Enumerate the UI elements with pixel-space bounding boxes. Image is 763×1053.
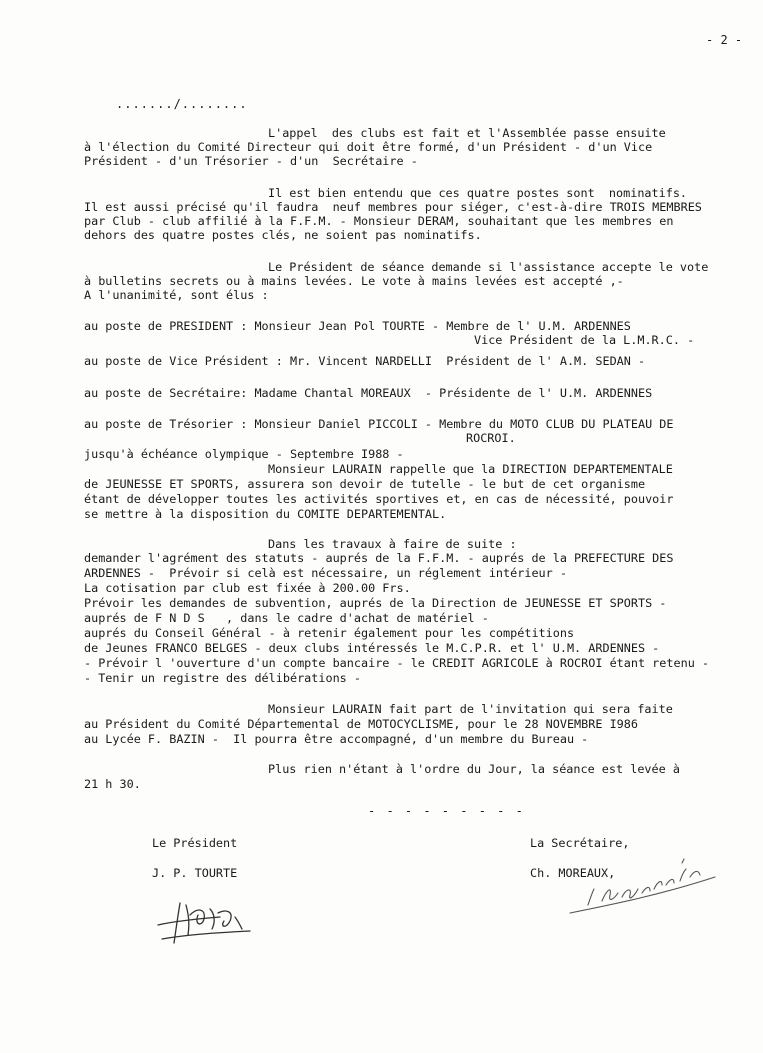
text-line: de Jeunes FRANCO BELGES - deux clubs intéressés le M.C.P.R. et l' U.M. ARDENNES - <box>84 641 660 655</box>
text-line: au poste de Vice Président : Mr. Vincent NARDELLI Président de l' A.M. SEDAN - <box>84 354 646 368</box>
text-line: Il est aussi précisé qu'il faudra neuf membres pour siéger, c'est-à-dire TROIS MEMBRES <box>84 200 702 214</box>
handwritten-signature-secretary <box>550 855 725 925</box>
text-line: La cotisation par club est fixée à 200.00 Frs. <box>84 581 411 595</box>
signature-left-name: J. P. TOURTE <box>152 866 238 880</box>
text-line: L'appel des clubs est fait et l'Assemblée passe ensuite <box>268 126 666 140</box>
text-line: Monsieur LAURAIN rappelle que la DIRECTION DEPARTEMENTALE <box>268 462 673 476</box>
text-line: Plus rien n'étant à l'ordre du Jour, la séance est levée à <box>268 762 680 776</box>
text-line: Le Président de séance demande si l'assistance accepte le vote <box>268 260 709 274</box>
text-line: au Lycée F. BAZIN - Il pourra être accompagné, d'un membre du Bureau - <box>84 732 589 746</box>
text-line: au Président du Comité Départemental de MOTOCYCLISME, pour le 28 NOVEMBRE I986 <box>84 717 638 731</box>
text-line: Monsieur LAURAIN fait part de l'invitation qui sera faite <box>268 702 673 716</box>
text-line: Prévoir les demandes de subvention, auprés de la Direction de JEUNESSE ET SPORTS - <box>84 596 667 610</box>
signature-right-title: La Secrétaire, <box>530 836 630 850</box>
text-line: auprés de F N D S , dans le cadre d'achat de matériel - <box>84 611 489 625</box>
text-line: étant de développer toutes les activités sportives et, en cas de nécessité, pouvoir <box>84 492 674 506</box>
text-line: au poste de PRESIDENT : Monsieur Jean Pol TOURTE - Membre de l' U.M. ARDENNES <box>84 319 631 333</box>
text-line: dehors des quatre postes clés, ne soient pas nominatifs. <box>84 228 482 242</box>
text-line: A l'unanimité, sont élus : <box>84 288 269 302</box>
text-line: Il est bien entendu que ces quatre postes sont nominatifs. <box>268 186 688 200</box>
text-line: jusqu'à échéance olympique - Septembre I988 - <box>84 447 404 461</box>
signature-right-name: Ch. MOREAUX, <box>530 866 616 880</box>
signature-left-title: Le Président <box>152 836 238 850</box>
text-line: Président - d'un Trésorier - d'un Secrétaire - <box>84 154 418 168</box>
text-line: 21 h 30. <box>84 777 141 791</box>
continuation-marker: ......./........ <box>116 97 248 111</box>
text-line: Vice Président de la L.M.R.C. - <box>474 333 695 347</box>
text-line: au poste de Secrétaire: Madame Chantal MOREAUX - Présidente de l' U.M. ARDENNES <box>84 386 653 400</box>
text-line: auprés du Conseil Général - à retenir également pour les compétitions <box>84 626 575 640</box>
section-separator: - - - - - - - - - <box>368 804 525 818</box>
text-line: de JEUNESSE ET SPORTS, assurera son devoir de tutelle - le but de cet organisme <box>84 477 646 491</box>
text-line: par Club - club affilié à la F.F.M. - Monsieur DERAM, souhaitant que les membres en <box>84 214 674 228</box>
text-line: demander l'agrément des statuts - auprés de la F.F.M. - auprés de la PREFECTURE DES <box>84 551 674 565</box>
text-line: ROCROI. <box>466 431 516 445</box>
text-line: à bulletins secrets ou à mains levées. Le vote à mains levées est accepté ,- <box>84 274 624 288</box>
handwritten-signature-president <box>150 895 260 950</box>
text-line: à l'élection du Comité Directeur qui doit être formé, d'un Président - d'un Vice <box>84 140 653 154</box>
text-line: se mettre à la disposition du COMITE DEPARTEMENTAL. <box>84 507 447 521</box>
text-line: ARDENNES - Prévoir si celà est nécessaire, un réglement intérieur - <box>84 566 567 580</box>
page-number: - 2 - <box>706 33 743 47</box>
text-line: - Tenir un registre des délibérations - <box>84 671 361 685</box>
text-line: Dans les travaux à faire de suite : <box>268 537 517 551</box>
text-line: au poste de Trésorier : Monsieur Daniel PICCOLI - Membre du MOTO CLUB DU PLATEAU DE <box>84 417 674 431</box>
text-line: - Prévoir l 'ouverture d'un compte bancaire - le CREDIT AGRICOLE à ROCROI étant retenu - <box>84 656 710 670</box>
